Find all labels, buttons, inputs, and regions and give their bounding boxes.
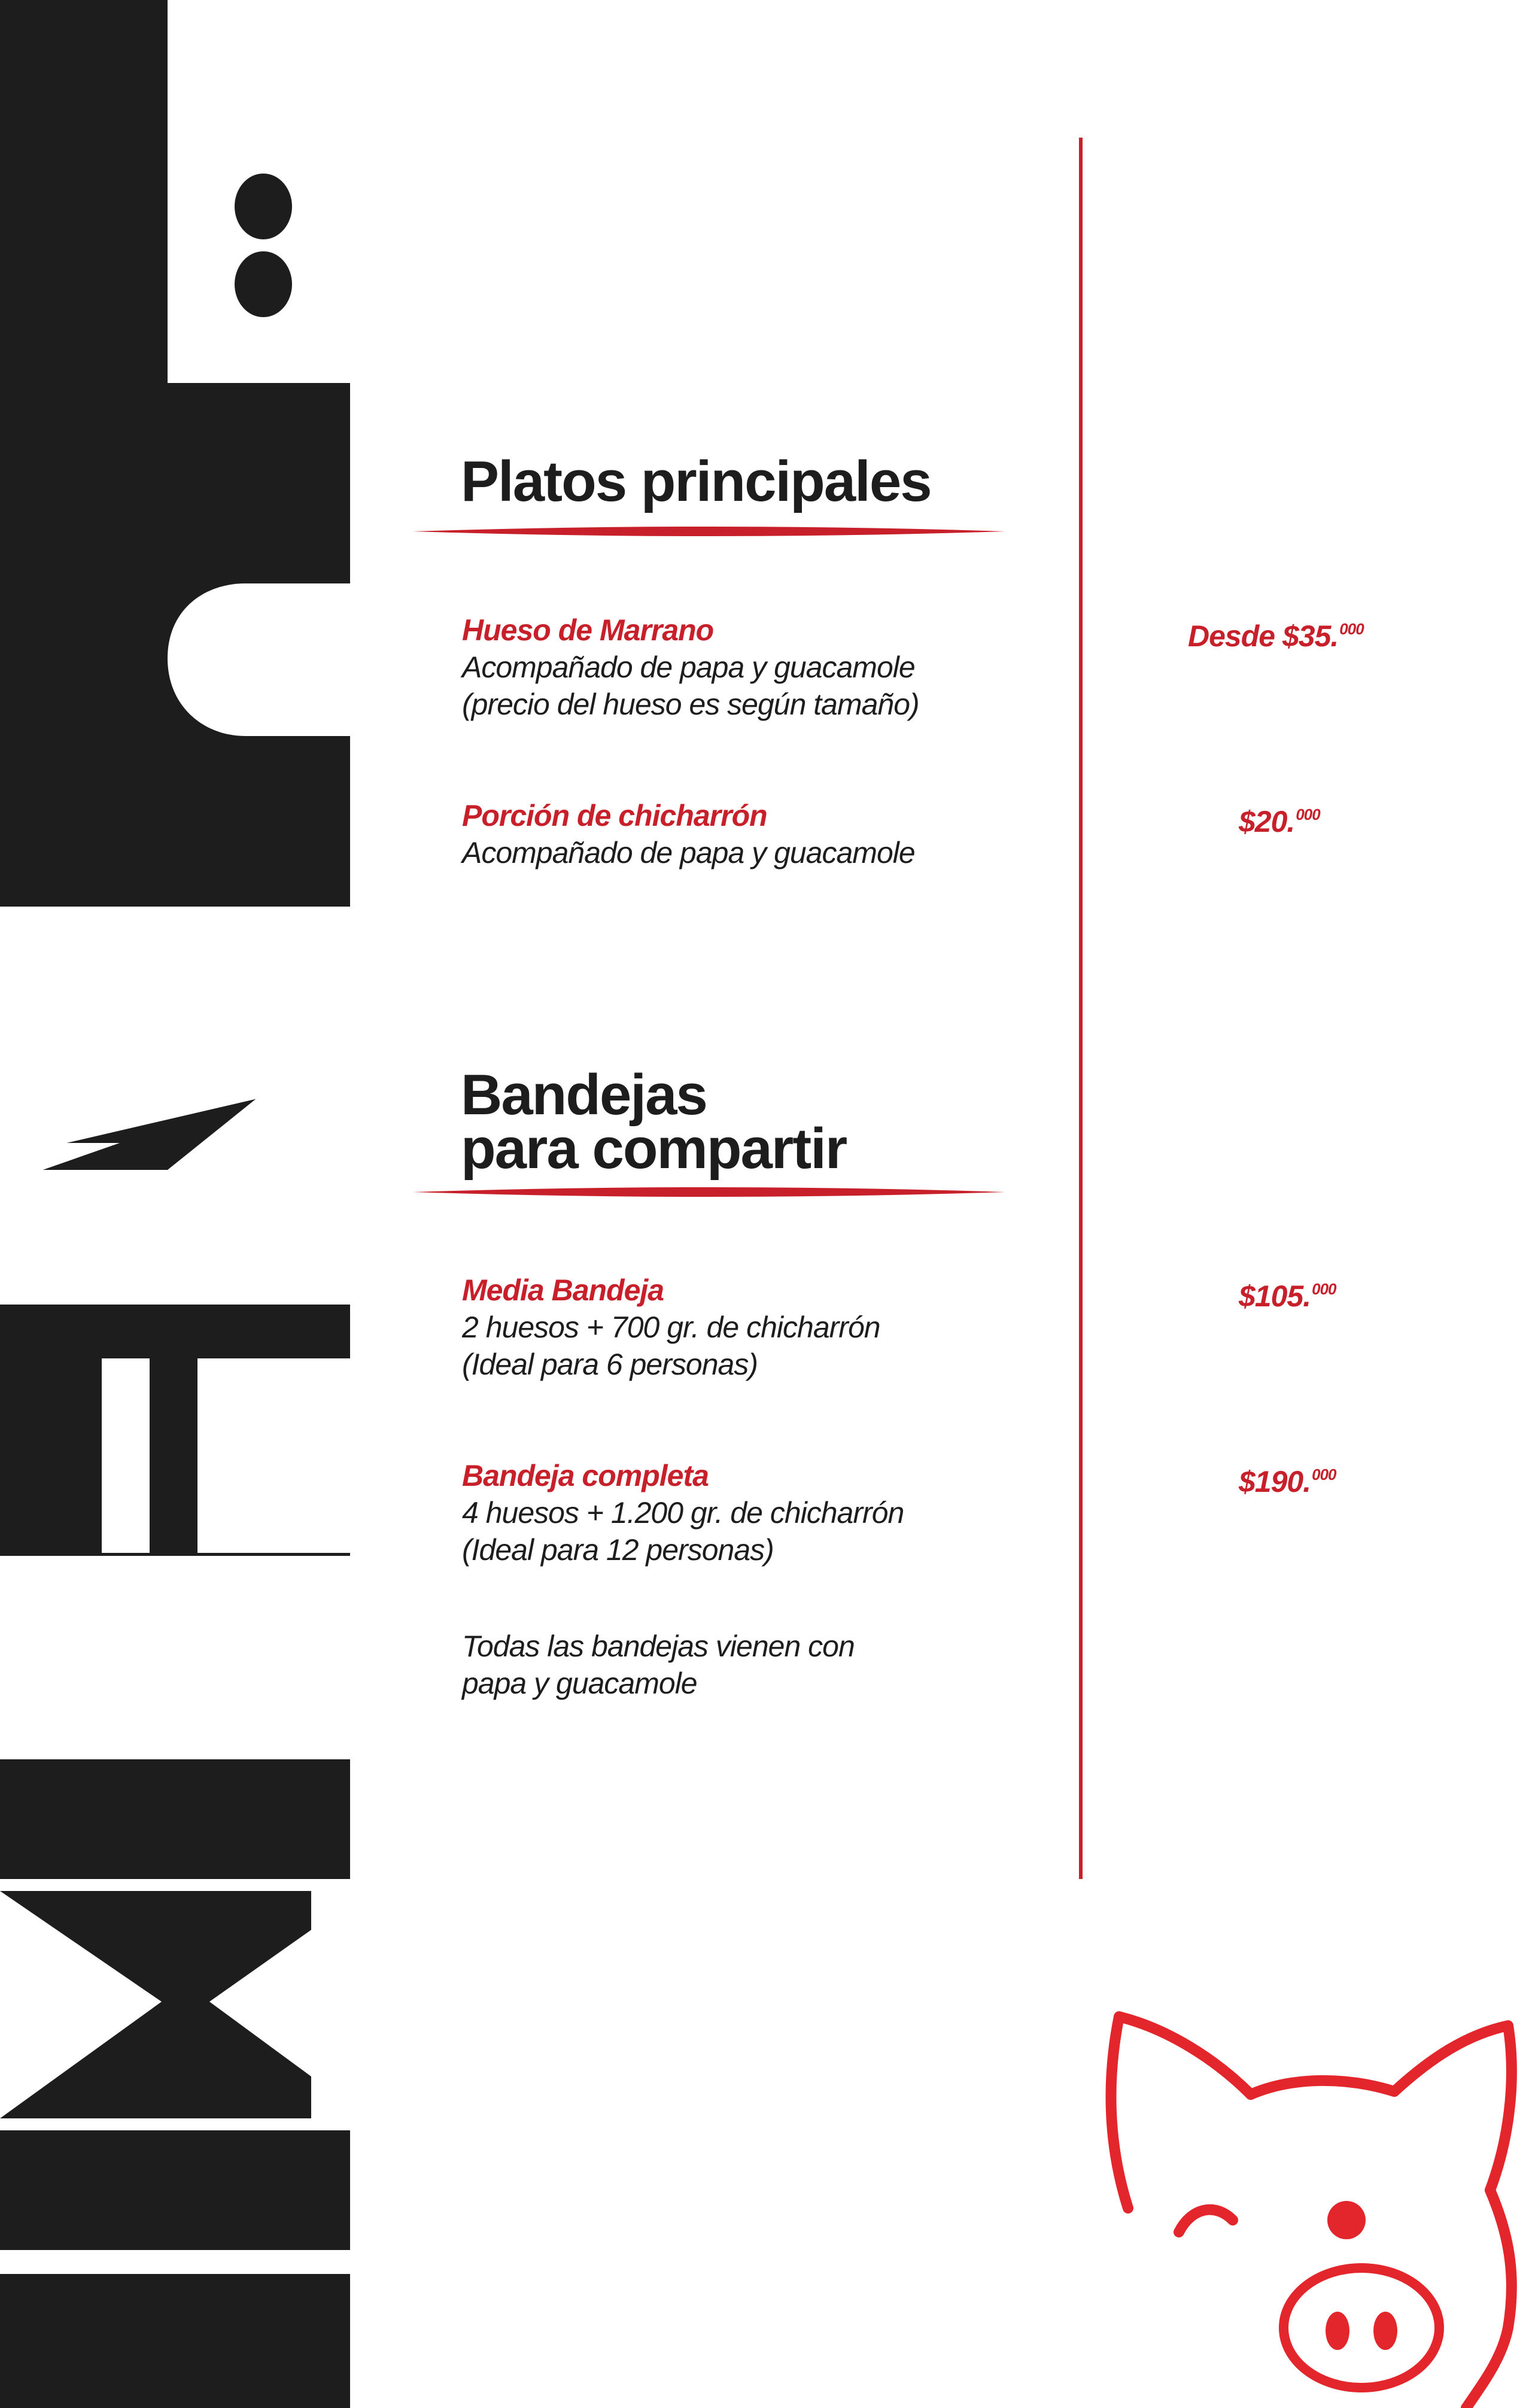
price-main: $20. [1239, 805, 1295, 838]
menu-item-porcion-de-chicharron [462, 797, 1060, 871]
note-line: Todas las bandejas vienen con [462, 1629, 855, 1663]
item-name: Media Bandeja [462, 1273, 664, 1307]
price-main: Desde $35. [1188, 619, 1339, 653]
item-desc-line: Acompañado de papa y guacamole [462, 650, 915, 684]
section-title-bandejas [461, 1063, 847, 1181]
item-price [1239, 1456, 1336, 1500]
price-cents: 000 [1312, 1280, 1336, 1298]
section-title-line: para compartir [461, 1117, 847, 1181]
item-desc-line: (precio del hueso es según tamaño) [462, 688, 919, 721]
price-cents: 000 [1312, 1466, 1336, 1483]
menu-item-media-bandeja [462, 1272, 1060, 1383]
price-main: $105. [1239, 1279, 1311, 1313]
menu-item-hueso-de-marrano [462, 612, 1060, 723]
pig-face-icon [1095, 1993, 1526, 2408]
price-main: $190. [1239, 1465, 1311, 1498]
item-price [1188, 610, 1364, 655]
item-price [1239, 1270, 1336, 1315]
note-line: papa y guacamole [462, 1667, 697, 1700]
vertical-divider [1079, 138, 1083, 1879]
bandejas-note [462, 1628, 1001, 1702]
item-desc-line: 4 huesos + 1.200 gr. de chicharrón [462, 1496, 904, 1530]
section-title-line: Bandejas [461, 1063, 707, 1127]
item-name: Porción de chicharrón [462, 799, 767, 832]
price-cents: 000 [1339, 620, 1364, 638]
item-price [1239, 796, 1320, 840]
menu-vertical-title [0, 0, 350, 2408]
item-name: Bandeja completa [462, 1459, 709, 1492]
item-desc-line: Acompañado de papa y guacamole [462, 836, 915, 869]
item-desc-line: (Ideal para 12 personas) [462, 1533, 774, 1567]
item-name: Hueso de Marrano [462, 613, 714, 647]
item-desc-line: 2 huesos + 700 gr. de chicharrón [462, 1311, 880, 1344]
title-underline [413, 1185, 1005, 1199]
section-title-line: Platos principales [461, 449, 931, 513]
section-title-platos-principales [461, 449, 931, 513]
price-cents: 000 [1296, 805, 1320, 823]
item-desc-line: (Ideal para 6 personas) [462, 1348, 758, 1381]
menu-item-bandeja-completa [462, 1457, 1060, 1568]
title-underline [413, 524, 1005, 539]
